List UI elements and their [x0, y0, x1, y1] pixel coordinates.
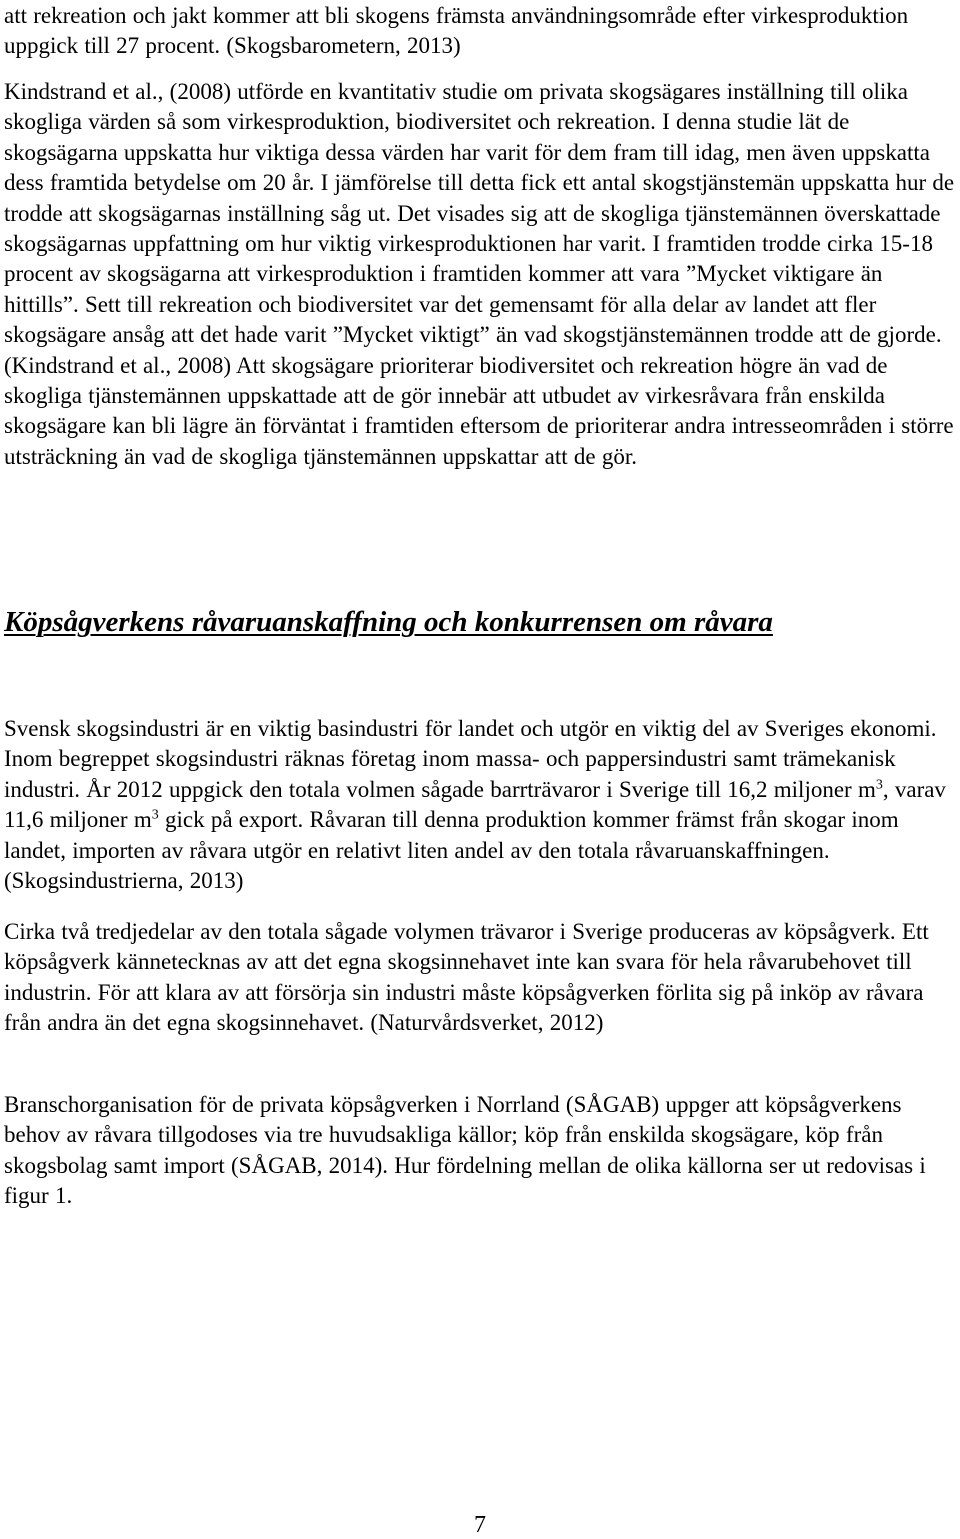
paragraph-skogsindustri-part2: , varav 11,6 miljoner m: [4, 776, 946, 833]
paragraph-skogsbarometern: att rekreation och jakt kommer att bli skogens främsta användningsområde efter virkesproduktion uppgick till 27 procent. (Skogsbarometern, 2013): [4, 3, 909, 59]
paragraph-skogsindustri-part3: gick på export. Råvaran till denna produktion kommer främst från skogar inom landet, importen av råvara utgör en relativt liten andel av den totala råvaruanskaffningen. (Skogsindustrierna, 2013): [4, 807, 899, 894]
superscript-cubic: 3: [875, 777, 883, 793]
paragraph-sagab: Branschorganisation för de privata köpsågverken i Norrland (SÅGAB) uppger att köpsågverkens behov av råvara tillgodoses via tre huvudsakliga källor; köp från enskilda skogsägare, köp från skogsbolag samt import (SÅGAB, 2014). Hur fördelning mellan de olika källorna ser ut redovisas i figur 1.: [4, 1092, 926, 1209]
section-heading: Köpsågverkens råvaruanskaffning och konkurrensen om råvara: [4, 606, 773, 638]
page-number: 7: [474, 1512, 486, 1538]
superscript-cubic: 3: [151, 807, 159, 823]
paragraph-skogsindustri-part1: Svensk skogsindustri är en viktig basindustri för landet och utgör en viktig del av Sveriges ekonomi. Inom begreppet skogsindustri räknas företag inom massa- och pappersindustri samt trämekanisk industri. År 2012 uppgick den totala volmen sågade barrträvaror i Sverige till 16,2 miljoner m: [4, 716, 937, 802]
paragraph-kopsagverk: Cirka två tredjedelar av den totala sågade volymen trävaror i Sverige produceras av köpsågverk. Ett köpsågverk kännetecknas av att det egna skogsinnehavet inte kan svara för hela råvarubehovet till industrin. För att klara av att försörja sin industri måste köpsågverken förlita sig på inköp av råvara från andra än det egna skogsinnehavet. (Naturvårdsverket, 2012): [4, 919, 929, 1036]
paragraph-kindstrand-study: Kindstrand et al., (2008) utförde en kvantitativ studie om privata skogsägares inställning till olika skogliga värden så som virkesproduktion, biodiversitet och rekreation. I denna studie lät de skogsägarna uppskatta hur viktiga dessa värden har varit för dem fram till idag, men även uppskatta dess framtida betydelse om 20 år. I jämförelse till detta fick ett antal skogstjänstemän uppskatta hur de trodde att skogsägarnas inställning såg ut. Det visades sig att de skogliga tjänstemännen överskattade skogsägarnas uppfattning om hur viktig virkesproduktionen har varit. I framtiden trodde cirka 15-18 procent av skogsägarna att virkesproduktion i framtiden kommer att vara ”Mycket viktigare än hittills”. Sett till rekreation och biodiversitet var det gemensamt för alla delar av landet att fler skogsägare ansåg att det hade varit ”Mycket viktigt” än vad skogstjänstemännen trodde att de gjorde. (Kindstrand et al., 2008) Att skogsägare prioriterar biodiversitet och rekreation högre än vad de skogliga tjänstemännen uppskattade att de gör innebär att utbudet av virkesråvara från enskilda skogsägare kan bli lägre än förväntat i framtiden eftersom de prioriterar andra intresseområden i större utsträckning än vad de skogliga tjänstemännen uppskattar att de gör.: [4, 79, 955, 469]
paragraph-skogsindustri: [4, 714, 960, 896]
